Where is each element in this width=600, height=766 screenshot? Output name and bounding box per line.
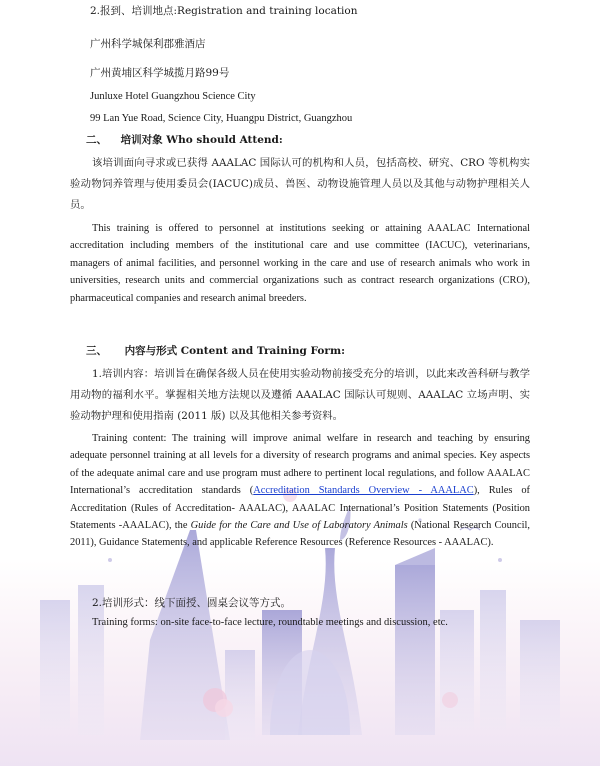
- content-text-part-3: (National Research Council, 2011), Guidance Statements, and applicable Reference Resources (Reference Resources - AAALAC).: [70, 520, 530, 549]
- location-cn-address: 广州黄埔区科学城揽月路99号: [90, 67, 230, 79]
- section-3-heading: [86, 344, 345, 358]
- section-2-en-text: This training is offered to personnel at institutions seeking or attaining AAALAC International accreditation including members of the institutional care and use committee (IACUC), veterinarians, managers of animal facilities, and personnel working in the care and use of research animals who work in universities, research units and commercial organizations such as contract research organizations (CRO), pharmaceutical companies and research animal breeders.: [70, 223, 530, 304]
- section-2-title: 培训对象 Who should Attend:: [120, 134, 283, 146]
- section-2-cn-text: 该培训面向寻求或已获得 AAALAC 国际认可的机构和人员，包括高校、研究、CRO 等机构实验动物饲养管理与使用委员会(IACUC)成员、兽医、动物设施管理人员以及其他与动物护理相关人员。: [70, 157, 530, 211]
- section-3-number: 三、: [86, 345, 107, 357]
- section-2-heading: [86, 133, 283, 147]
- content-text-part-1: Training content: The training will improve animal welfare in research and teaching by ensuring adequate personnel training at all levels for a diversity of research programs and animal species. Key aspects of the adequate animal care and use program must adhere to pertinent local regulations, and follow AAALAC International’s accreditation standards (: [70, 433, 530, 497]
- location-en-name: Junluxe Hotel Guangzhou Science City: [90, 91, 256, 102]
- guide-title: Guide for the Care and Use of Laboratory Animals: [190, 520, 408, 532]
- section-3-cn-content: 1.培训内容：培训旨在确保各级人员在使用实验动物前接受充分的培训，以此来改善科研与教学用动物的福利水平。掌握相关地方法规以及遵循 AAALAC 国际认可规则、AAALAC 立场声明、实验动物护理和使用指南 (2011 版) 以及其他相关参考资料。: [70, 368, 530, 422]
- location-heading: 2.报到、培训地点:Registration and training location: [90, 5, 358, 17]
- training-form-en: Training forms: on-site face-to-face lecture, roundtable meetings and discussion, etc.: [92, 617, 448, 628]
- section-3-title: 内容与形式 Content and Training Form:: [124, 345, 345, 357]
- content-text-part-2: ), Rules of Accreditation (Rules of Accreditation- AAALAC), AAALAC International’s Position Statements (Position Statements -AAALAC), the: [70, 485, 531, 532]
- training-form-cn: 2.培训形式：线下面授、圆桌会议等方式。: [92, 597, 292, 609]
- location-en-address: 99 Lan Yue Road, Science City, Huangpu District, Guangzhou: [90, 113, 353, 124]
- section-2-number: 二、: [86, 134, 107, 146]
- location-cn-name: 广州科学城保利郡雅酒店: [90, 38, 206, 50]
- accreditation-standards-link[interactable]: Accreditation Standards Overview - AAALAC: [253, 485, 474, 497]
- section-3-en-content: [70, 430, 530, 552]
